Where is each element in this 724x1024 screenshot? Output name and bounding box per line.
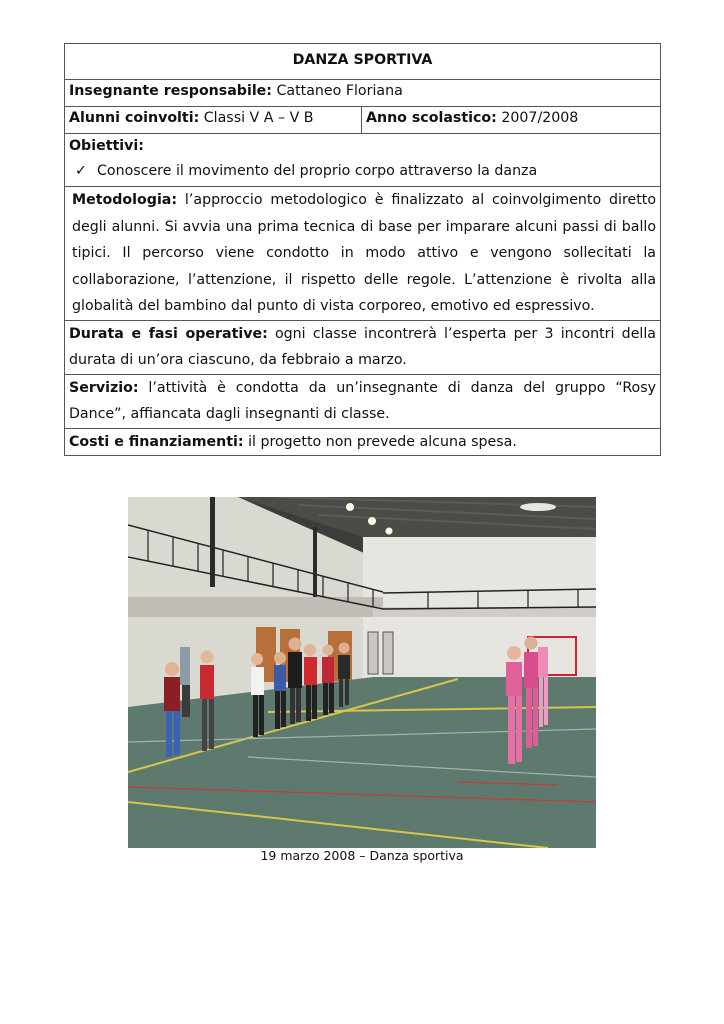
- objectives-label: Obiettivi:: [69, 138, 144, 154]
- costs-label: Costi e finanziamenti:: [69, 433, 244, 450]
- service-cell: [65, 374, 661, 428]
- year-cell: [362, 107, 661, 134]
- students-label: Alunni coinvolti:: [69, 110, 200, 126]
- document-title: DANZA SPORTIVA: [65, 44, 661, 80]
- duration-label: Durata e fasi operative:: [69, 325, 268, 342]
- checkmark-icon: ✓: [75, 163, 87, 179]
- students-cell: [65, 107, 362, 134]
- photo-caption: 19 marzo 2008 – Danza sportiva: [260, 848, 464, 863]
- project-sheet: [64, 43, 660, 456]
- students-value: Classi V A – V B: [203, 110, 314, 126]
- duration-text: ogni classe incontrerà l’esperta per 3 incontri della durata di un’ora ciascuno, da febbraio a marzo.: [69, 325, 656, 369]
- project-table: [64, 43, 661, 456]
- costs-cell: [65, 428, 661, 456]
- year-label: Anno scolastico:: [366, 110, 497, 126]
- year-value: 2007/2008: [501, 110, 579, 126]
- methodology-text: l’approccio metodologico è finalizzato al coinvolgimento diretto degli alunni. Si avvia una prima tecnica di base per imparare alcuni passi di ballo tipici. Il percorso viene condotto in modo attivo e vengono sollecitati la collaborazione, l’attenzione, il rispetto delle regole. L’attenzione è rivolta alla globalità del bambino dal punto di vista corporeo, emotivo ed espressivo.: [72, 192, 657, 315]
- service-text: l’attività è condotta da un’insegnante di danza del gruppo “Rosy Dance”, affiancata dagli insegnanti di classe.: [69, 379, 657, 423]
- costs-text: il progetto non prevede alcuna spesa.: [248, 433, 517, 450]
- methodology-label: Metodologia:: [72, 192, 178, 208]
- duration-cell: [65, 320, 661, 374]
- teacher-value: Cattaneo Floriana: [276, 83, 403, 99]
- objectives-cell: [65, 134, 661, 187]
- teacher-row: [65, 80, 661, 107]
- methodology-cell: [65, 187, 661, 321]
- gym-photo: [128, 497, 596, 848]
- objective-text: Conoscere il movimento del proprio corpo attraverso la danza: [97, 163, 538, 179]
- teacher-label: Insegnante responsabile:: [69, 83, 272, 99]
- objective-item: [69, 158, 656, 184]
- service-label: Servizio:: [69, 379, 139, 396]
